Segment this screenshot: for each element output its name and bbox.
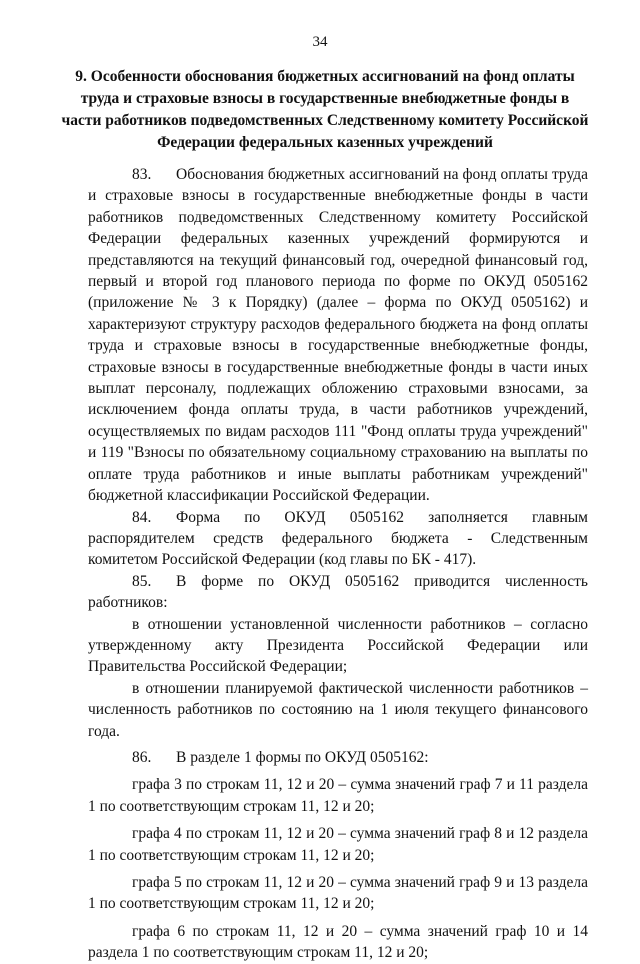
paragraph-text: В форме по ОКУД 0505162 приводится численность работников: (88, 572, 588, 612)
paragraph-text: В разделе 1 формы по ОКУД 0505162: (176, 748, 429, 766)
paragraph-84 (88, 507, 588, 571)
paragraph-text: Обоснования бюджетных ассигнований на фонд оплаты труда и страховые взносы в государственные внебюджетные фонды в части работников подведомственных Следственному комитету Российской Федерации федеральных казенных учреждений формируются и представляются на текущий финансовый год, очередной финансовый год, первый и второй год планового периода по форме по ОКУД 0505162 (приложение № 3 к Порядку) (далее – форма по ОКУД 0505162) и характеризуют структуру расходов федерального бюджета на фонд оплаты труда и страховые взносы в государственные внебюджетные фонды, страховые взносы в государственные внебюджетные фонды в части иных выплат персоналу, подлежащих обложению страховыми взносами, за исключением фонда оплаты труда, в части работников учреждений, осуществляемых по видам расходов 111 "Фонд оплаты труда учреждений" и 119 "Взносы по обязательному социальному страхованию на выплаты по оплате труда работников и иные выплаты работникам учреждений" бюджетной классификации Российской Федерации. (88, 166, 588, 505)
paragraph-number: 85. (132, 572, 152, 590)
list-item: графа 3 по строкам 11, 12 и 20 – сумма значений граф 7 и 11 раздела 1 по соответствующим строкам 11, 12 и 20; (88, 776, 588, 815)
list-item: в отношении планируемой фактической численности работников – численность работников по состоянию на 1 июля текущего финансового года. (88, 679, 588, 740)
section-title: 9. Особенности обоснования бюджетных ассигнований на фонд оплаты труда и страховые взносы в государственные внебюджетные фонды в части работников подведомственных Следственному комитету Российской Федерации федеральных казенных учреждений (61, 68, 589, 151)
paragraph-number: 83. (132, 166, 152, 183)
list-item: графа 6 по строкам 11, 12 и 20 – сумма значений граф 10 и 14 раздела 1 по соответствующим строкам 11, 12 и 20; (88, 922, 588, 962)
paragraph-text: Форма по ОКУД 0505162 заполняется главным распорядителем средств федерального бюджета - Следственным комитетом Российской Федерации (код главы по БК - 417). (88, 508, 588, 569)
paragraph-85 (88, 571, 588, 614)
page-number: 34 (312, 34, 328, 50)
list-item: графа 5 по строкам 11, 12 и 20 – сумма значений граф 9 и 13 раздела 1 по соответствующим строкам 11, 12 и 20; (88, 874, 588, 913)
list-item: в отношении установленной численности работников – согласно утвержденному акту Президента Российской Федерации или Правительства Российской Федерации; (88, 615, 588, 676)
document-body (88, 164, 588, 964)
paragraph-number: 84. (132, 508, 152, 526)
paragraph-83 (88, 164, 588, 507)
list-item: графа 4 по строкам 11, 12 и 20 – сумма значений граф 8 и 12 раздела 1 по соответствующим строкам 11, 12 и 20; (88, 825, 588, 864)
paragraph-number: 86. (132, 748, 152, 766)
paragraph-86 (88, 747, 588, 768)
